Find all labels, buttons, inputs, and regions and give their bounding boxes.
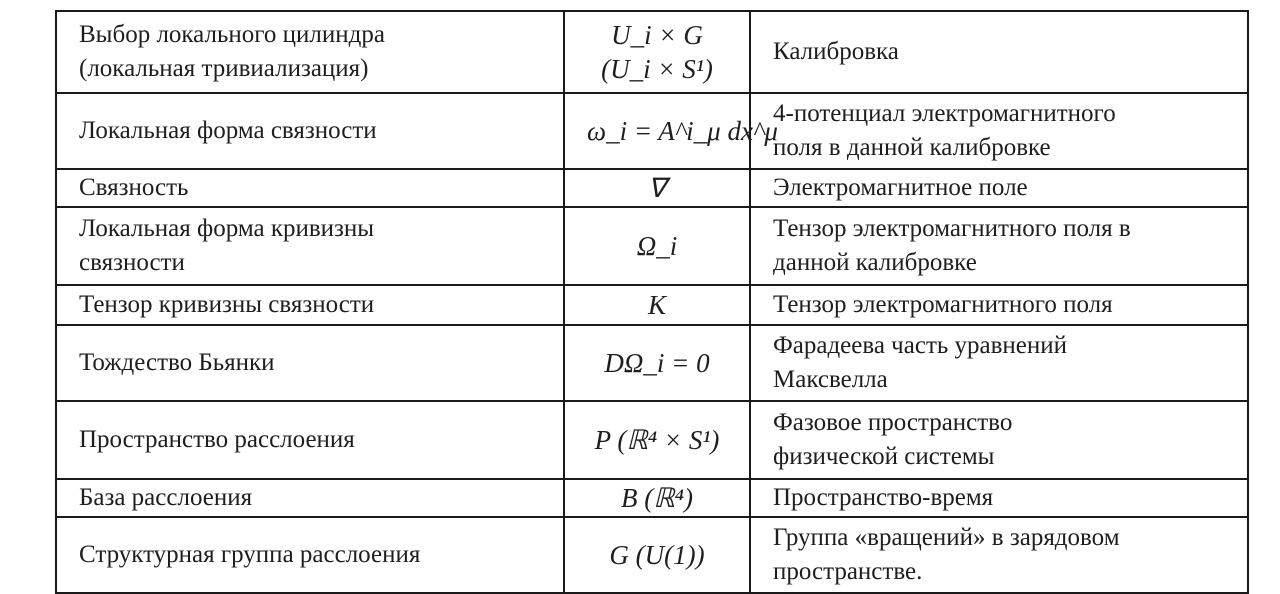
term-cell: [56, 479, 564, 517]
term-text: Выбор локального цилиндра: [79, 21, 385, 48]
symbol-text: ∇: [647, 173, 667, 203]
symbol-cell: [564, 11, 750, 93]
meaning-text: 4-потенциал электромагнитного: [773, 100, 1116, 127]
meaning-text: Фазовое пространство: [773, 409, 1013, 436]
term-cell: [56, 517, 564, 593]
meaning-cell: [750, 169, 1248, 207]
symbol-cell: [564, 93, 778, 169]
symbol-cell: [564, 285, 750, 325]
symbol-text: ω_i = A^i_μ dx^μ: [587, 116, 778, 146]
meaning-cell: [750, 517, 1248, 593]
correspondence-table: [55, 10, 1249, 594]
meaning-cell: [750, 93, 1248, 169]
meaning-cell: [750, 325, 1248, 401]
symbol-text: (U_i × S¹): [601, 54, 713, 84]
symbol-text: Ω_i: [636, 231, 678, 261]
symbol-cell: [564, 401, 750, 479]
table-row: [56, 207, 1248, 285]
term-cell: [56, 169, 564, 207]
term-text: Тензор кривизны связности: [79, 291, 375, 318]
term-cell: [56, 325, 564, 401]
table-row: [56, 93, 1248, 169]
symbol-cell: [564, 169, 750, 207]
term-cell: [56, 207, 564, 285]
term-cell: [56, 401, 564, 479]
meaning-text: Калибровка: [773, 38, 899, 65]
term-text: Связность: [79, 174, 189, 201]
term-cell: [56, 93, 564, 169]
meaning-cell: [750, 207, 1248, 285]
meaning-cell: [750, 11, 1248, 93]
meaning-text: Максвелла: [773, 366, 888, 393]
meaning-text: Тензор электромагнитного поля: [773, 291, 1113, 318]
table-row: [56, 325, 1248, 401]
meaning-text: Фарадеева часть уравнений: [773, 332, 1068, 359]
symbol-cell: [564, 207, 750, 285]
term-text: Структурная группа расслоения: [79, 541, 421, 568]
term-cell: [56, 11, 564, 93]
meaning-cell: [750, 479, 1248, 517]
table-row: [56, 11, 1248, 93]
term-text: Пространство расслоения: [79, 426, 355, 453]
term-cell: [56, 285, 564, 325]
term-text: База расслоения: [79, 484, 253, 511]
table-row: [56, 169, 1248, 207]
term-text: Локальная форма кривизны: [79, 215, 375, 242]
meaning-text: данной калибровке: [773, 249, 977, 276]
symbol-cell: [564, 479, 750, 517]
symbol-text: B (ℝ⁴): [621, 483, 693, 513]
meaning-text: физической системы: [773, 443, 995, 470]
symbol-text: K: [647, 290, 666, 320]
meaning-text: Пространство-время: [773, 484, 994, 511]
meaning-text: пространстве.: [773, 558, 923, 585]
symbol-text: DΩ_i = 0: [604, 348, 710, 378]
table-row: [56, 401, 1248, 479]
meaning-cell: [750, 285, 1248, 325]
meaning-text: поля в данной калибровке: [773, 134, 1051, 161]
table-row: [56, 285, 1248, 325]
table-row: [56, 479, 1248, 517]
table-row: [56, 517, 1248, 593]
meaning-text: Группа «вращений» в зарядовом: [773, 524, 1120, 551]
symbol-cell: [564, 325, 750, 401]
symbol-text: U_i × G: [611, 20, 703, 50]
term-text: Тождество Бьянки: [79, 349, 275, 376]
symbol-text: P (ℝ⁴ × S¹): [594, 425, 720, 455]
term-text: (локальная тривиализация): [79, 55, 369, 82]
meaning-text: Электромагнитное поле: [773, 174, 1028, 201]
term-text: Локальная форма связности: [79, 117, 377, 144]
symbol-text: G (U(1)): [609, 540, 705, 570]
meaning-cell: [750, 401, 1248, 479]
term-text: связности: [79, 249, 185, 276]
meaning-text: Тензор электромагнитного поля в: [773, 215, 1131, 242]
symbol-cell: [564, 517, 750, 593]
